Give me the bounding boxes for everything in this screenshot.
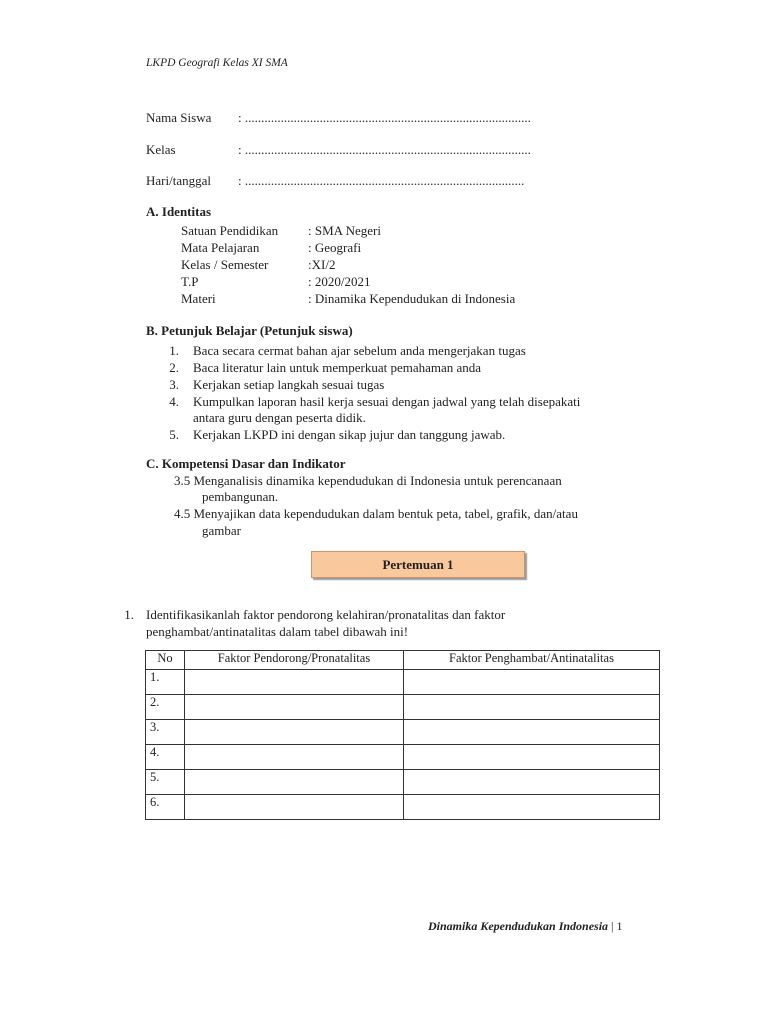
list-number: 1. (169, 343, 179, 358)
section-c-title: C. Kompetensi Dasar dan Indikator (146, 456, 346, 471)
day-date-field[interactable]: : ...................................................................................... (238, 173, 525, 188)
list-item: Kerjakan setiap langkah sesuai tugas (193, 377, 385, 392)
row-number: 1. (146, 670, 185, 695)
list-number: 2. (169, 360, 179, 375)
meeting-box: Pertemuan 1 (311, 551, 525, 578)
table-header-row (146, 651, 660, 670)
page-footer (428, 919, 622, 934)
row-number: 6. (146, 795, 185, 820)
table-row (146, 795, 660, 820)
document-header: LKPD Geografi Kelas XI SMA (146, 57, 288, 69)
pronatalitas-cell[interactable] (185, 670, 404, 695)
footer-separator: | (608, 919, 617, 933)
section-a-title: A. Identitas (146, 204, 212, 219)
table-row (146, 670, 660, 695)
row-number: 2. (146, 695, 185, 720)
question-number: 1. (124, 607, 134, 622)
pronatalitas-cell[interactable] (185, 795, 404, 820)
table-row (146, 720, 660, 745)
class-label: Kelas (146, 142, 176, 157)
antinatalitas-cell[interactable] (404, 670, 660, 695)
class-field[interactable]: : ........................................................................................ (238, 142, 531, 157)
list-item: Kumpulkan laporan hasil kerja sesuai dengan jadwal yang telah disepakati (193, 394, 581, 409)
list-number: 3. (169, 377, 179, 392)
identity-value: : Dinamika Kependudukan di Indonesia (308, 291, 516, 306)
competency-continuation: gambar (202, 523, 241, 538)
antinatalitas-cell[interactable] (404, 745, 660, 770)
competency-continuation: pembangunan. (202, 489, 279, 504)
col-header-no: No (146, 651, 185, 670)
identity-value: : SMA Negeri (308, 223, 381, 238)
pronatalitas-cell[interactable] (185, 720, 404, 745)
competency-item: 3.5 Menganalisis dinamika kependudukan di Indonesia untuk perencanaan (174, 473, 562, 488)
antinatalitas-cell[interactable] (404, 770, 660, 795)
list-number: 5. (169, 427, 179, 442)
table-row (146, 745, 660, 770)
row-number: 5. (146, 770, 185, 795)
student-name-label: Nama Siswa (146, 110, 212, 125)
col-header-pronatalitas: Faktor Pendorong/Pronatalitas (185, 651, 404, 670)
pronatalitas-cell[interactable] (185, 695, 404, 720)
list-number: 4. (169, 394, 179, 409)
identity-key: Materi (181, 291, 216, 306)
antinatalitas-cell[interactable] (404, 720, 660, 745)
identity-key: Kelas / Semester (181, 257, 269, 272)
identity-key: Satuan Pendidikan (181, 223, 279, 238)
student-name-field[interactable]: : ........................................................................................ (238, 110, 531, 125)
identity-key: Mata Pelajaran (181, 240, 260, 255)
table-row (146, 695, 660, 720)
identity-key: T.P (181, 274, 199, 289)
antinatalitas-cell[interactable] (404, 795, 660, 820)
row-number: 3. (146, 720, 185, 745)
competency-item: 4.5 Menyajikan data kependudukan dalam bentuk peta, tabel, grafik, dan/atau (174, 506, 578, 521)
identity-value: : Geografi (308, 240, 362, 255)
question-text-continuation: penghambat/antinatalitas dalam tabel dibawah ini! (146, 624, 409, 639)
pronatalitas-cell[interactable] (185, 745, 404, 770)
question-text: Identifikasikanlah faktor pendorong kelahiran/pronatalitas dan faktor (146, 607, 506, 622)
page-number: 1 (616, 919, 623, 933)
day-date-label: Hari/tanggal (146, 173, 211, 188)
row-number: 4. (146, 745, 185, 770)
list-item: Baca secara cermat bahan ajar sebelum anda mengerjakan tugas (193, 343, 526, 358)
identity-value: : 2020/2021 (308, 274, 371, 289)
pronatalitas-cell[interactable] (185, 770, 404, 795)
section-b-title: B. Petunjuk Belajar (Petunjuk siswa) (146, 323, 353, 338)
col-header-antinatalitas: Faktor Penghambat/Antinatalitas (404, 651, 660, 670)
table-row (146, 770, 660, 795)
list-item-continuation: antara guru dengan peserta didik. (193, 410, 366, 425)
factor-table (145, 650, 660, 820)
list-item: Kerjakan LKPD ini dengan sikap jujur dan tanggung jawab. (193, 427, 506, 442)
list-item: Baca literatur lain untuk memperkuat pemahaman anda (193, 360, 482, 375)
antinatalitas-cell[interactable] (404, 695, 660, 720)
footer-title: Dinamika Kependudukan Indonesia (428, 919, 609, 933)
identity-value: :XI/2 (308, 257, 336, 272)
